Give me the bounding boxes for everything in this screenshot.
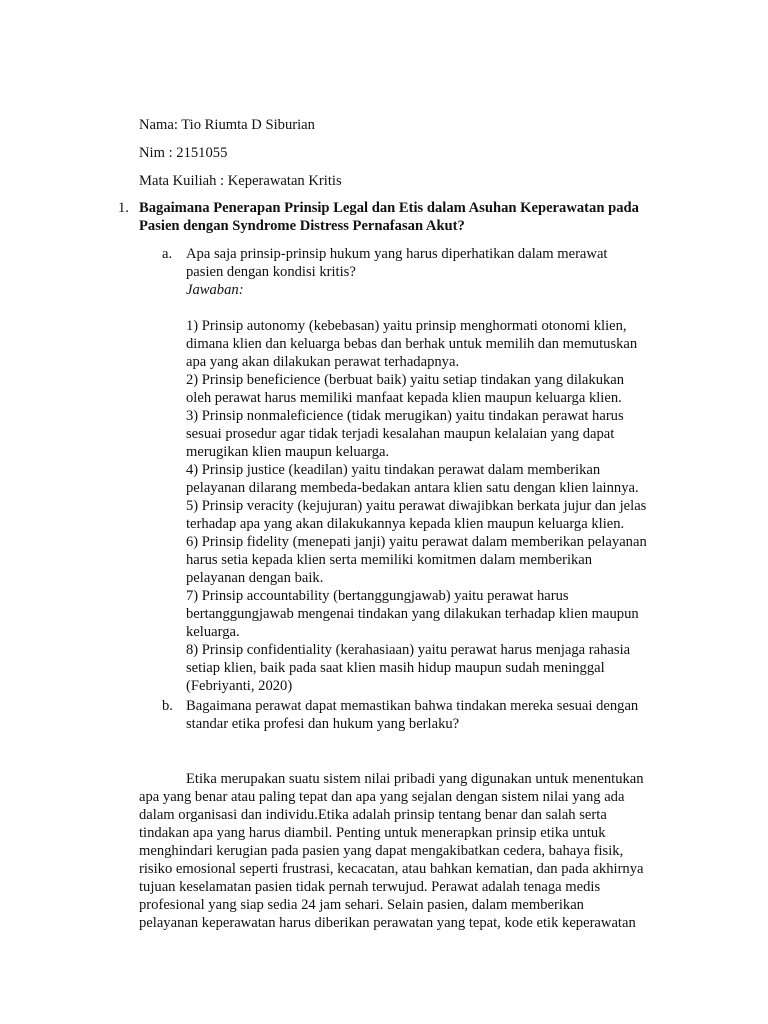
paragraph-line: dalam organisasi dan individu.Etika adalah prinsip tentang benar dan salah serta [139,807,607,823]
question-title-line-2: Pasien dengan Syndrome Distress Pernafasan Akut? [139,218,465,234]
answer-line: 6) Prinsip fidelity (menepati janji) yaitu perawat dalam memberikan pelayanan [186,534,647,550]
paragraph-line: tujuan keselamatan pasien tidak pernah terwujud. Perawat adalah tenaga medis [139,879,601,895]
student-name: Nama: Tio Riumta D Siburian [139,117,315,133]
sub-question-a-line-1: Apa saja prinsip-prinsip hukum yang harus diperhatikan dalam merawat [186,246,608,262]
answer-line: 1) Prinsip autonomy (kebebasan) yaitu prinsip menghormati otonomi klien, [186,318,627,334]
answer-line: setiap klien, baik pada saat klien masih hidup maupun sudah meninggal [186,660,605,676]
course-name: Mata Kuiliah : Keperawatan Kritis [139,173,342,189]
sub-question-b-line-1: Bagaimana perawat dapat memastikan bahwa tindakan mereka sesuai dengan [186,698,639,714]
paragraph-first-line: Etika merupakan suatu sistem nilai pribadi yang digunakan untuk menentukan [186,771,644,787]
answer-line: merugikan klien maupun keluarga. [186,444,390,460]
answer-line: apa yang akan dilakukan perawat terhadapnya. [186,354,460,370]
paragraph-line: tindakan apa yang harus diambil. Penting untuk menerapkan prinsip etika untuk [139,825,606,841]
paragraph-line: pelayanan keperawatan harus diberikan perawatan yang tepat, kode etik keperawatan [139,915,636,931]
sub-question-b-letter: b. [162,698,173,714]
sub-question-b-line-2: standar etika profesi dan hukum yang berlaku? [186,716,460,732]
answer-line: 3) Prinsip nonmaleficience (tidak merugikan) yaitu tindakan perawat harus [186,408,624,424]
answer-line: pelayanan dengan baik. [186,570,324,586]
question-title-line-1: Bagaimana Penerapan Prinsip Legal dan Etis dalam Asuhan Keperawatan pada [139,200,639,216]
answer-line: (Febriyanti, 2020) [186,678,293,694]
sub-question-a-line-2: pasien dengan kondisi kritis? [186,264,356,280]
answer-line: pelayanan dilarang membeda-bedakan antara klien satu dengan klien lainnya. [186,480,639,496]
answer-line: keluarga. [186,624,240,640]
question-number: 1. [118,200,129,216]
paragraph-line: profesional yang siap sedia 24 jam sehari. Selain pasien, dalam memberikan [139,897,584,913]
sub-question-a-letter: a. [162,246,173,262]
answer-line: bertanggungjawab mengenai tindakan yang dilakukan terhadap klien maupun [186,606,639,622]
answer-line: 8) Prinsip confidentiality (kerahasiaan) yaitu perawat harus menjaga rahasia [186,642,631,658]
answer-line: 7) Prinsip accountability (bertanggungjawab) yaitu perawat harus [186,588,569,604]
answer-line: 2) Prinsip beneficience (berbuat baik) yaitu setiap tindakan yang dilakukan [186,372,625,388]
paragraph-line: risiko emosional seperti frustrasi, kecacatan, atau bahkan kematian, dan pada akhirnya [139,861,644,877]
answer-line: dimana klien dan keluarga bebas dan berhak untuk memilih dan memutuskan [186,336,638,352]
paragraph-line: apa yang benar atau paling tepat dan apa yang sejalan dengan sistem nilai yang ada [139,789,625,805]
answer-line: terhadap apa yang akan dilakukannya kepada klien maupun keluarga klien. [186,516,625,532]
answer-line: sesuai prosedur agar tidak terjadi kesalahan maupun kelalaian yang dapat [186,426,615,442]
answer-line: oleh perawat harus memiliki manfaat kepada klien maupun keluarga klien. [186,390,622,406]
paragraph-line: menghindari kerugian pada pasien yang dapat mengakibatkan cedera, bahaya fisik, [139,843,624,859]
answer-line: 5) Prinsip veracity (kejujuran) yaitu perawat diwajibkan berkata jujur dan jelas [186,498,647,514]
answer-line: 4) Prinsip justice (keadilan) yaitu tindakan perawat dalam memberikan [186,462,601,478]
student-nim: Nim : 2151055 [139,145,228,161]
answer-label: Jawaban: [186,282,244,298]
answer-line: harus setia kepada klien serta memiliki komitmen dalam memberikan [186,552,593,568]
